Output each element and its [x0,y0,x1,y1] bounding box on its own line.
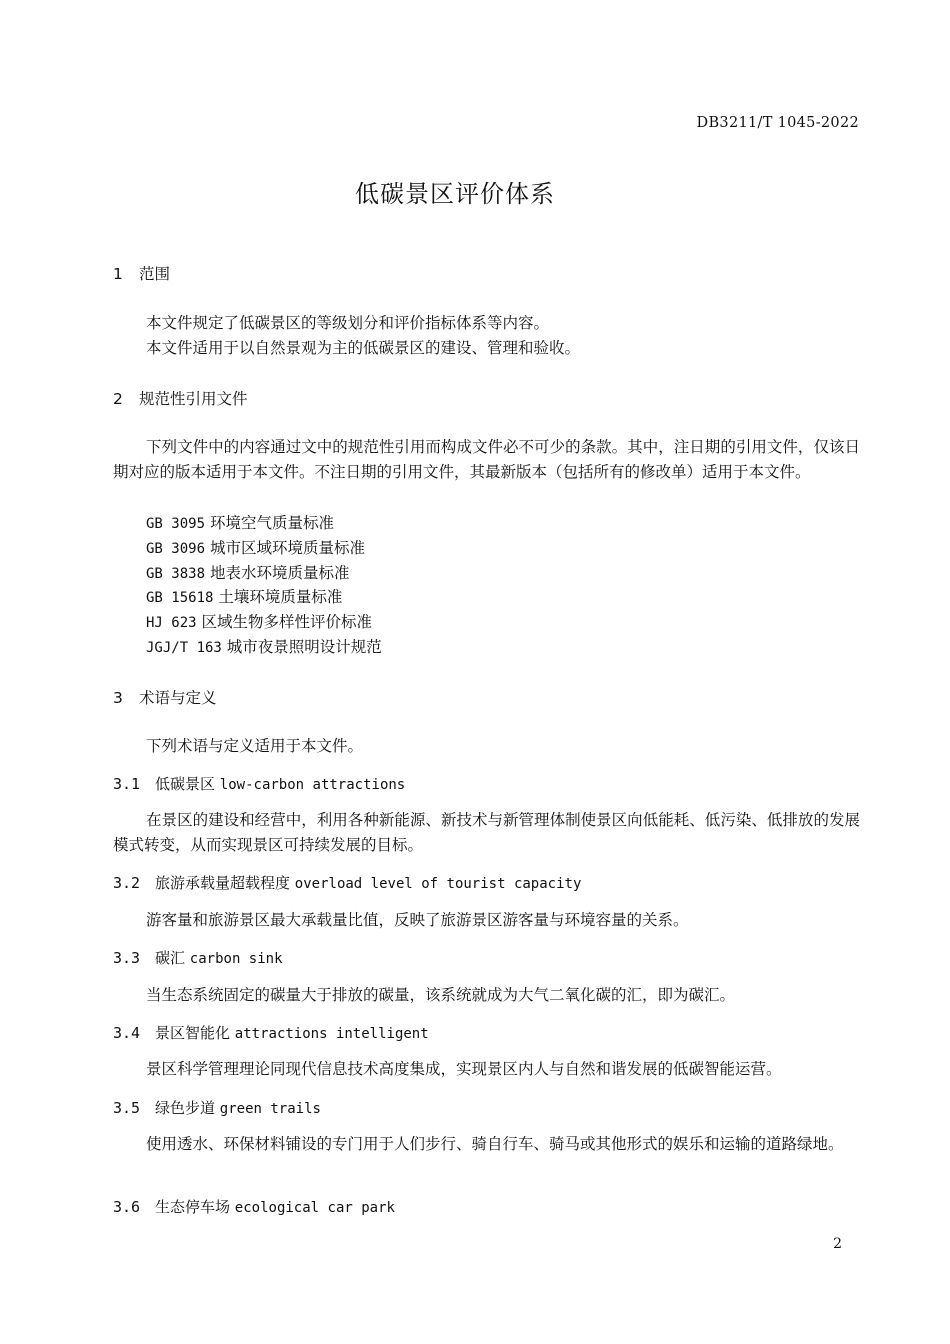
section-2-intro: 下列文件中的内容通过文中的规范性引用而构成文件必不可少的条款。其中，注日期的引用文件，仅该日期对应的版本适用于本文件。不注日期的引用文件，其最新版本（包括所有的修改单）适用于本文件。 [113,438,860,481]
section-3-intro: 下列术语与定义适用于本文件。 [146,737,364,755]
term-heading: 3.1 低碳景区 low-carbon attractions [113,775,406,793]
section-title: 规范性引用文件 [139,390,248,408]
section-number: 1 [113,265,123,283]
term-definition: 在景区的建设和经营中，利用各种新能源、新技术与新管理体制使景区向低能耗、低污染、低排放的发展模式转变，从而实现景区可持续发展的目标。 [113,811,860,854]
term-definition: 当生态系统固定的碳量大于排放的碳量，该系统就成为大气二氧化碳的汇，即为碳汇。 [146,986,736,1004]
section-number: 3 [113,689,123,707]
section-1-paragraph-2: 本文件适用于以自然景观为主的低碳景区的建设、管理和验收。 [146,339,581,357]
reference-item: GB 3838 地表水环境质量标准 [146,564,350,582]
reference-item: JGJ/T 163 城市夜景照明设计规范 [146,638,382,656]
term-heading: 3.4 景区智能化 attractions intelligent [113,1024,429,1042]
page-number: 2 [833,1236,842,1252]
section-number: 2 [113,390,123,408]
term-definition: 景区科学管理理论同现代信息技术高度集成，实现景区内人与自然和谐发展的低碳智能运营。 [146,1060,782,1078]
term-heading: 3.6 生态停车场 ecological car park [113,1198,395,1216]
reference-item: GB 15618 土壤环境质量标准 [146,588,343,606]
section-title: 范围 [139,265,171,283]
section-3-heading [113,686,217,708]
section-title: 术语与定义 [139,689,217,707]
term-heading: 3.5 绿色步道 green trails [113,1099,321,1117]
reference-item: GB 3095 环境空气质量标准 [146,514,334,532]
section-1-paragraph-1: 本文件规定了低碳景区的等级划分和评价指标体系等内容。 [146,314,550,332]
term-heading: 3.2 旅游承载量超载程度 overload level of tourist capacity [113,874,582,892]
term-definition: 游客量和旅游景区最大承载量比值，反映了旅游景区游客量与环境容量的关系。 [146,911,689,929]
document-title: 低碳景区评价体系 [355,180,555,208]
section-1-heading [113,262,170,284]
reference-item: HJ 623 区域生物多样性评价标准 [146,613,373,631]
term-heading: 3.3 碳汇 carbon sink [113,949,283,967]
section-2-heading [113,387,248,409]
document-code: DB3211/T 1045-2022 [696,115,859,131]
term-definition: 使用透水、环保材料铺设的专门用于人们步行、骑自行车、骑马或其他形式的娱乐和运输的道路绿地。 [146,1135,844,1153]
reference-item: GB 3096 城市区域环境质量标准 [146,539,365,557]
